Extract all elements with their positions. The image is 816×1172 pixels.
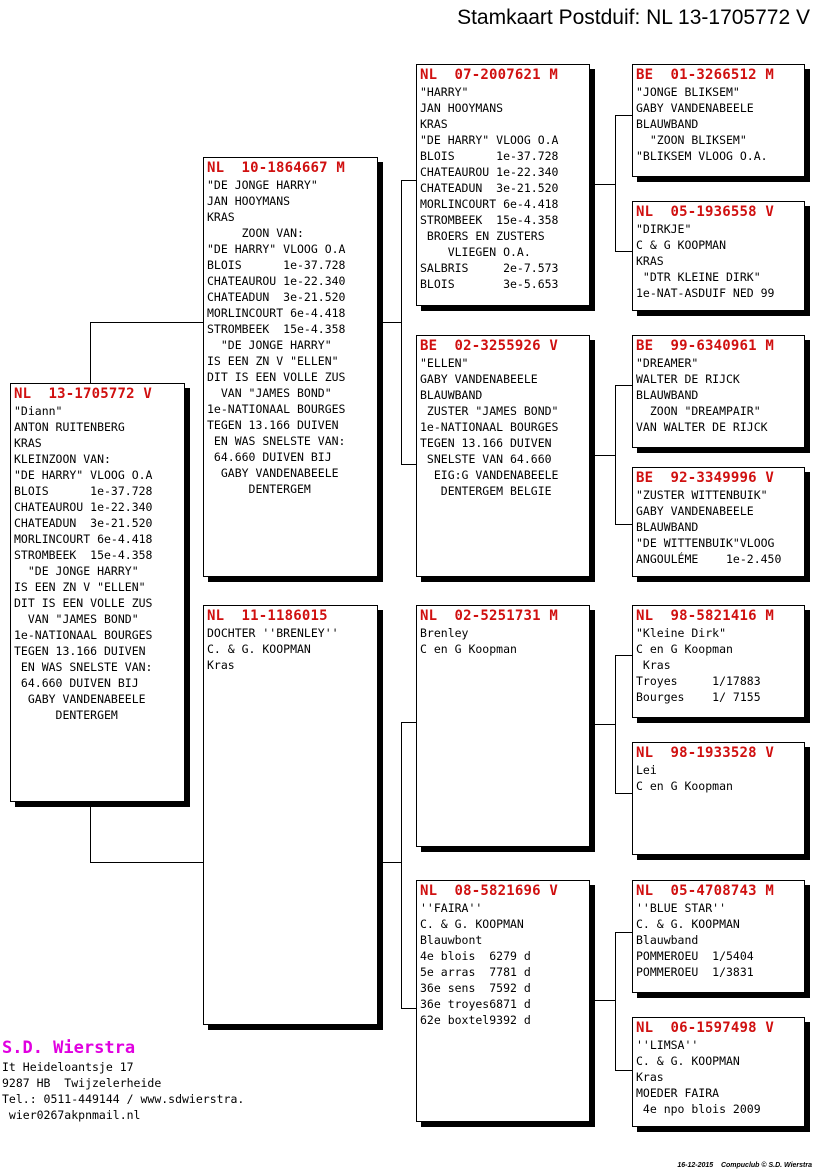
detail-line: "Diann" — [14, 404, 63, 418]
detail-line: "DREAMER" — [636, 356, 699, 370]
detail-line: DENTERGEM — [207, 482, 311, 496]
connector-line — [615, 932, 632, 933]
detail-line: C & G KOOPMAN — [636, 238, 727, 252]
connector-line — [378, 322, 401, 323]
detail-line: "ZUSTER WITTENBUIK" — [636, 488, 768, 502]
detail-line: "DE JONGE HARRY" — [14, 564, 139, 578]
detail-line: "DE HARRY" VLOOG O.A — [207, 242, 346, 256]
connector-line — [590, 184, 615, 185]
connector-line — [615, 385, 616, 524]
detail-line: 1e-NATIONAAL BOURGES — [14, 628, 153, 642]
detail-line: "DTR KLEINE DIRK" — [636, 270, 761, 284]
detail-line: 64.660 DUIVEN BIJ — [14, 676, 139, 690]
detail-line: 36e troyes6871 d — [420, 997, 531, 1011]
detail-line: DOCHTER ''BRENLEY'' — [207, 626, 339, 640]
breeder-contact: Tel.: 0511-449144 / www.sdwierstra. — [2, 1092, 245, 1106]
detail-line: BROERS EN ZUSTERS — [420, 229, 545, 243]
detail-line: 1e-NATIONAAL BOURGES — [420, 420, 559, 434]
ring-number: NL 05-1936558 V — [636, 204, 775, 220]
connector-line — [590, 724, 615, 725]
detail-line: EN WAS SNELSTE VAN: — [14, 660, 153, 674]
detail-line: C en G Koopman — [420, 642, 517, 656]
connector-line — [90, 322, 91, 384]
detail-line: 1e-NAT-ASDUIF NED 99 — [636, 286, 775, 300]
detail-line: VLIEGEN O.A. — [420, 245, 531, 259]
ring-number: NL 05-4708743 M — [636, 883, 775, 899]
detail-line: Brenley — [420, 626, 469, 640]
detail-line: CHATEADUN 3e-21.520 — [14, 516, 153, 530]
pigeon-details — [636, 1037, 801, 1117]
page-title: Stamkaart Postduif: NL 13-1705772 V — [457, 6, 810, 29]
pigeon-details — [14, 403, 181, 723]
pigeon-card-grandmother-paternal[interactable] — [416, 335, 590, 577]
pigeon-card-father[interactable] — [203, 157, 378, 577]
detail-line: Blauwbont — [420, 933, 483, 947]
detail-line: "JONGE BLIKSEM" — [636, 85, 740, 99]
detail-line: SALBRIS 2e-7.573 — [420, 261, 559, 275]
detail-line: TEGEN 13.166 DUIVEN — [14, 644, 146, 658]
ring-number: BE 92-3349996 V — [636, 470, 775, 486]
detail-line: DENTERGEM — [14, 708, 118, 722]
detail-line: GABY VANDENABEELE — [636, 504, 754, 518]
detail-line: EN WAS SNELSTE VAN: — [207, 434, 346, 448]
pigeon-card-mother[interactable] — [203, 605, 378, 1025]
breeder-city: 9287 HB Twijzelerheide — [2, 1076, 162, 1090]
detail-line: "DE JONGE HARRY" — [207, 178, 318, 192]
pigeon-details — [636, 355, 801, 435]
ring-number: NL 98-5821416 M — [636, 608, 775, 624]
detail-line: "DE HARRY" VLOOG O.A — [420, 133, 559, 147]
detail-line: Kras — [636, 658, 671, 672]
detail-line: MOEDER FAIRA — [636, 1086, 720, 1100]
pigeon-details — [420, 84, 586, 292]
detail-line: Lei — [636, 763, 657, 777]
ring-number: NL 98-1933528 V — [636, 745, 775, 761]
detail-line: Troyes 1/17883 — [636, 674, 761, 688]
detail-line: BLOIS 1e-37.728 — [420, 149, 559, 163]
pigeon-details — [636, 487, 801, 567]
detail-line: BLAUWBAND — [636, 388, 699, 402]
pigeon-details — [636, 84, 801, 164]
connector-line — [615, 1070, 632, 1071]
detail-line: KLEINZOON VAN: — [14, 452, 111, 466]
connector-line — [401, 1008, 417, 1009]
pigeon-card-great-grandparent[interactable] — [632, 880, 805, 993]
detail-line: "BLIKSEM VLOOG O.A. — [636, 149, 768, 163]
detail-line: CHATEADUN 3e-21.520 — [207, 290, 346, 304]
detail-line: "Kleine Dirk" — [636, 626, 727, 640]
connector-line — [615, 655, 632, 656]
pigeon-details — [420, 625, 586, 657]
detail-line: STROMBEEK 15e-4.358 — [14, 548, 153, 562]
ring-number: BE 99-6340961 M — [636, 338, 775, 354]
detail-line: SNELSTE VAN 64.660 — [420, 452, 552, 466]
detail-line: TEGEN 13.166 DUIVEN — [420, 436, 552, 450]
detail-line: "HARRY" — [420, 85, 469, 99]
detail-line: 4e npo blois 2009 — [636, 1102, 761, 1116]
ring-number: BE 02-3255926 V — [420, 338, 559, 354]
detail-line: 62e boxtel9392 d — [420, 1013, 531, 1027]
detail-line: JAN HOOYMANS — [420, 101, 504, 115]
pigeon-card-great-grandparent[interactable] — [632, 201, 805, 311]
detail-line: "ELLEN" — [420, 356, 469, 370]
pigeon-card-grandfather-maternal[interactable] — [416, 605, 590, 847]
connector-line — [615, 385, 632, 386]
detail-line: TEGEN 13.166 DUIVEN — [207, 418, 339, 432]
detail-line: GABY VANDENABEELE — [14, 692, 146, 706]
ring-number: NL 10-1864667 M — [207, 160, 346, 176]
detail-line: BLOIS 1e-37.728 — [207, 258, 346, 272]
detail-line: Kras — [636, 1070, 664, 1084]
detail-line: KRAS — [14, 436, 42, 450]
footer-credit: 16-12-2015 Compuclub © S.D. Wierstra — [677, 1162, 812, 1169]
detail-line: Kras — [207, 658, 235, 672]
detail-line: JAN HOOYMANS — [207, 194, 291, 208]
ring-number: NL 11-1186015 — [207, 608, 328, 624]
pigeon-card-great-grandparent[interactable] — [632, 467, 805, 577]
detail-line: POMMEROEU 1/3831 — [636, 965, 754, 979]
detail-line: KRAS — [636, 254, 664, 268]
pigeon-card-great-grandparent[interactable] — [632, 335, 805, 448]
detail-line: ANGOULÉME 1e-2.450 — [636, 552, 782, 566]
detail-line: DENTERGEM BELGIE — [420, 484, 552, 498]
detail-line: 1e-NATIONAAL BOURGES — [207, 402, 346, 416]
ring-number: NL 06-1597498 V — [636, 1020, 775, 1036]
detail-line: ANTON RUITENBERG — [14, 420, 125, 434]
detail-line: CHATEAUROU 1e-22.340 — [207, 274, 346, 288]
connector-line — [401, 722, 417, 723]
breeder-info — [2, 1037, 244, 1123]
ring-number: NL 08-5821696 V — [420, 883, 559, 899]
connector-line — [401, 180, 417, 181]
detail-line: C en G Koopman — [636, 642, 733, 656]
detail-line: WALTER DE RIJCK — [636, 372, 740, 386]
detail-line: IS EEN ZN V "ELLEN" — [14, 580, 146, 594]
detail-line: EIG:G VANDENABEELE — [420, 468, 559, 482]
detail-line: CHATEADUN 3e-21.520 — [420, 181, 559, 195]
pigeon-card-great-grandparent[interactable] — [632, 1017, 805, 1127]
pigeon-details — [636, 900, 801, 980]
connector-line — [615, 655, 616, 793]
detail-line: BLOIS 1e-37.728 — [14, 484, 153, 498]
detail-line: 36e sens 7592 d — [420, 981, 531, 995]
ring-number: NL 02-5251731 M — [420, 608, 559, 624]
pigeon-details — [636, 221, 801, 301]
detail-line: "DIRKJE" — [636, 222, 692, 236]
connector-line — [90, 862, 204, 863]
detail-line: POMMEROEU 1/5404 — [636, 949, 754, 963]
detail-line: CHATEAUROU 1e-22.340 — [14, 500, 153, 514]
connector-line — [615, 793, 632, 794]
pigeon-details — [207, 625, 374, 673]
detail-line: BLAUWBAND — [636, 520, 699, 534]
detail-line: BLAUWBAND — [420, 388, 483, 402]
detail-line: VAN "JAMES BOND" — [207, 386, 332, 400]
detail-line: KRAS — [207, 210, 235, 224]
detail-line: GABY VANDENABEELE — [636, 101, 754, 115]
detail-line: VAN WALTER DE RIJCK — [636, 420, 768, 434]
detail-line: ZUSTER "JAMES BOND" — [420, 404, 559, 418]
detail-line: DIT IS EEN VOLLE ZUS — [207, 370, 346, 384]
breeder-name: S.D. Wierstra — [2, 1038, 136, 1058]
detail-line: VAN "JAMES BOND" — [14, 612, 139, 626]
detail-line: GABY VANDENABEELE — [207, 466, 339, 480]
pigeon-card-great-grandparent[interactable] — [632, 64, 805, 177]
connector-line — [615, 115, 632, 116]
detail-line: KRAS — [420, 117, 448, 131]
detail-line: CHATEAUROU 1e-22.340 — [420, 165, 559, 179]
connector-line — [378, 862, 401, 863]
detail-line: MORLINCOURT 6e-4.418 — [420, 197, 559, 211]
connector-line — [401, 722, 402, 1009]
connector-line — [90, 801, 91, 863]
breeder-email: wier0267akpnmail.nl — [2, 1108, 141, 1122]
detail-line: "DE WITTENBUIK"VLOOG — [636, 536, 775, 550]
detail-line: C en G Koopman — [636, 779, 733, 793]
detail-line: STROMBEEK 15e-4.358 — [207, 322, 346, 336]
connector-line — [615, 524, 632, 525]
pigeon-card-subject[interactable] — [10, 383, 185, 802]
detail-line: Blauwband — [636, 933, 699, 947]
detail-line: C. & G. KOOPMAN — [636, 917, 740, 931]
connector-line — [90, 322, 204, 323]
pigeon-details — [636, 625, 801, 705]
pigeon-card-great-grandparent[interactable] — [632, 605, 805, 718]
pigeon-details — [636, 762, 801, 794]
connector-line — [615, 115, 616, 251]
detail-line: 5e arras 7781 d — [420, 965, 531, 979]
connector-line — [615, 251, 632, 252]
detail-line: GABY VANDENABEELE — [420, 372, 538, 386]
pigeon-card-great-grandparent[interactable] — [632, 742, 805, 855]
detail-line: BLOIS 3e-5.653 — [420, 277, 559, 291]
pigeon-card-grandfather-paternal[interactable] — [416, 64, 590, 306]
connector-line — [590, 1000, 615, 1001]
ring-number: BE 01-3266512 M — [636, 67, 775, 83]
detail-line: 64.660 DUIVEN BIJ — [207, 450, 332, 464]
connector-line — [590, 455, 615, 456]
detail-line: ZOON "DREAMPAIR" — [636, 404, 761, 418]
ring-number: NL 07-2007621 M — [420, 67, 559, 83]
detail-line: ''BLUE STAR'' — [636, 901, 727, 915]
ring-number: NL 13-1705772 V — [14, 386, 153, 402]
detail-line: "ZOON BLIKSEM" — [636, 133, 747, 147]
detail-line: C. & G. KOOPMAN — [420, 917, 524, 931]
detail-line: C. & G. KOOPMAN — [207, 642, 311, 656]
detail-line: DIT IS EEN VOLLE ZUS — [14, 596, 153, 610]
detail-line: 4e blois 6279 d — [420, 949, 531, 963]
connector-line — [401, 464, 417, 465]
detail-line: STROMBEEK 15e-4.358 — [420, 213, 559, 227]
detail-line: ZOON VAN: — [207, 226, 304, 240]
detail-line: Bourges 1/ 7155 — [636, 690, 761, 704]
breeder-address: It Heideloantsje 17 — [2, 1060, 134, 1074]
pigeon-details — [420, 355, 586, 499]
pigeon-details — [207, 177, 374, 497]
pigeon-details — [420, 900, 586, 1028]
detail-line: MORLINCOURT 6e-4.418 — [207, 306, 346, 320]
detail-line: C. & G. KOOPMAN — [636, 1054, 740, 1068]
detail-line: "DE HARRY" VLOOG O.A — [14, 468, 153, 482]
detail-line: BLAUWBAND — [636, 117, 699, 131]
detail-line: ''LIMSA'' — [636, 1038, 699, 1052]
detail-line: IS EEN ZN V "ELLEN" — [207, 354, 339, 368]
detail-line: MORLINCOURT 6e-4.418 — [14, 532, 153, 546]
detail-line: "DE JONGE HARRY" — [207, 338, 332, 352]
connector-line — [401, 180, 402, 464]
connector-line — [615, 932, 616, 1070]
pigeon-card-grandmother-maternal[interactable] — [416, 880, 590, 1122]
detail-line: ''FAIRA'' — [420, 901, 483, 915]
